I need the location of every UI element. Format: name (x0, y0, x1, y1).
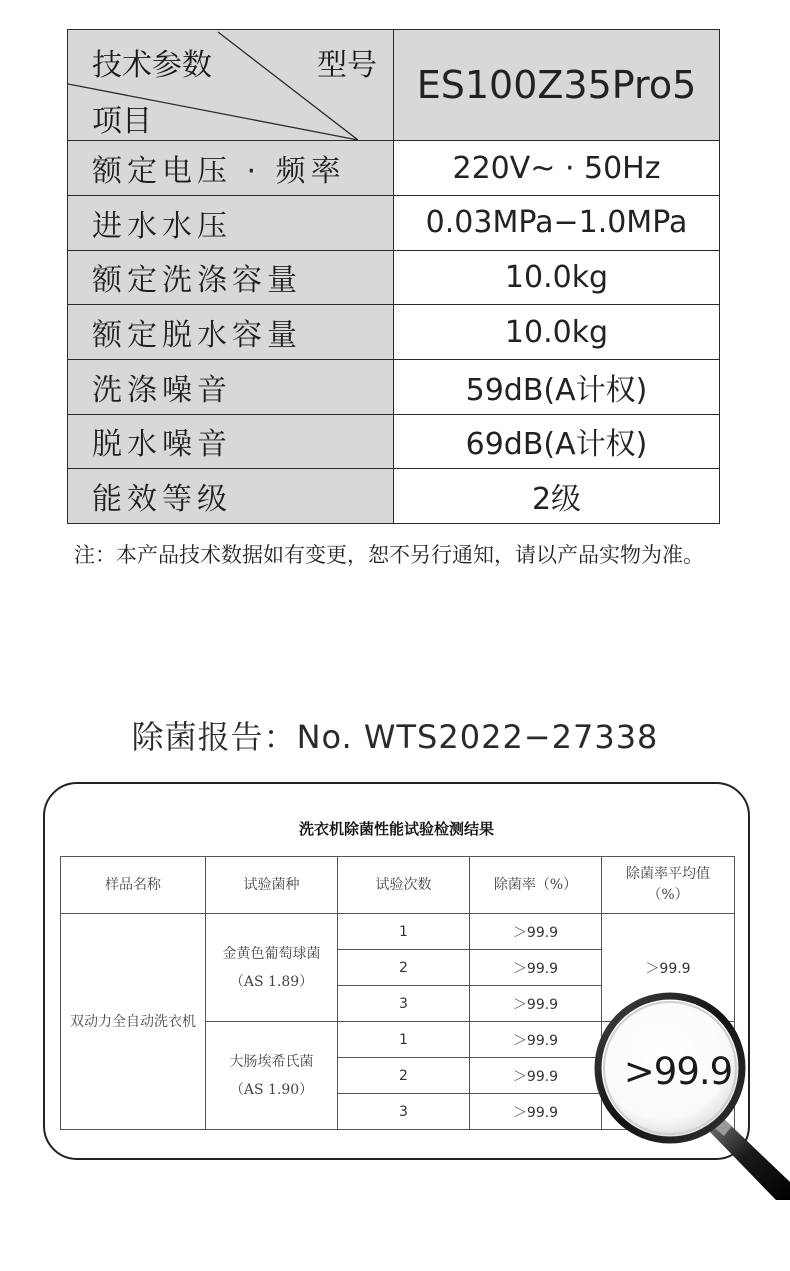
trial-number: 2 (338, 1058, 470, 1094)
spec-row-label: 脱水噪音 (68, 414, 394, 469)
strain-cell (206, 914, 338, 1022)
col-header: 试验菌种 (206, 857, 338, 914)
spec-row (68, 359, 720, 414)
spec-row-value: 69dB(A计权) (394, 414, 720, 469)
spec-row (68, 196, 720, 251)
spec-row-value: 220V~ · 50Hz (394, 141, 720, 196)
spec-row-value: 0.03MPa−1.0MPa (394, 196, 720, 251)
model-value: ES100Z35Pro5 (394, 30, 720, 141)
col-header: 除菌率（%） (470, 857, 602, 914)
trial-rate: ＞99.9 (470, 1022, 602, 1058)
strain-cell (206, 1022, 338, 1130)
trial-number: 3 (338, 1094, 470, 1130)
trial-number: 1 (338, 914, 470, 950)
strain-code: （AS 1.89） (229, 973, 314, 990)
trial-number: 2 (338, 950, 470, 986)
spec-row-label: 洗涤噪音 (68, 359, 394, 414)
trial-rate: ＞99.9 (470, 986, 602, 1022)
sample-name: 双动力全自动洗衣机 (61, 914, 206, 1130)
strain-name: 金黄色葡萄球菌 (222, 945, 321, 962)
table-row (61, 914, 735, 950)
spec-row (68, 469, 720, 524)
model-label: 型号 (317, 48, 377, 83)
trial-number: 1 (338, 1022, 470, 1058)
col-header: 试验次数 (338, 857, 470, 914)
spec-row-label: 能效等级 (68, 469, 394, 524)
spec-row-label: 额定洗涤容量 (68, 250, 394, 305)
magnifier-handle (710, 1114, 790, 1200)
spec-header-diagonal-cell (68, 30, 394, 141)
trial-rate: ＞99.9 (470, 914, 602, 950)
magnified-average-rate: >99.9 (623, 1050, 733, 1093)
spec-row-value: 59dB(A计权) (394, 359, 720, 414)
spec-row (68, 414, 720, 469)
col-header: 样品名称 (61, 857, 206, 914)
spec-row-label: 进水水压 (68, 196, 394, 251)
spec-row-value: 10.0kg (394, 250, 720, 305)
strain-name: 大肠埃希氏菌 (229, 1053, 314, 1070)
spec-row (68, 250, 720, 305)
disclaimer-note: 注：本产品技术数据如有变更，恕不另行通知，请以产品实物为准。 (74, 543, 704, 567)
report-title: 除菌报告：No. WTS2022−27338 (131, 718, 659, 756)
spec-row-label: 额定电压 · 频率 (68, 141, 394, 196)
spec-row-label: 额定脱水容量 (68, 305, 394, 360)
average-rate: ＞99.9 (602, 914, 735, 1022)
report-header-row (61, 857, 735, 914)
trial-number: 3 (338, 986, 470, 1022)
param-label: 技术参数 (92, 48, 212, 83)
item-label: 项目 (92, 104, 152, 139)
trial-rate: ＞99.9 (470, 950, 602, 986)
spec-row (68, 305, 720, 360)
col-header: 除菌率平均值（%） (602, 857, 735, 914)
magnifier-icon (590, 990, 790, 1200)
report-card-title: 洗衣机除菌性能试验检测结果 (298, 820, 494, 838)
spec-table (67, 29, 720, 524)
spec-row (68, 141, 720, 196)
spec-header-row (68, 30, 720, 141)
trial-rate: ＞99.9 (470, 1094, 602, 1130)
spec-row-value: 10.0kg (394, 305, 720, 360)
strain-code: （AS 1.90） (229, 1081, 314, 1098)
trial-rate: ＞99.9 (470, 1058, 602, 1094)
spec-row-value: 2级 (394, 469, 720, 524)
